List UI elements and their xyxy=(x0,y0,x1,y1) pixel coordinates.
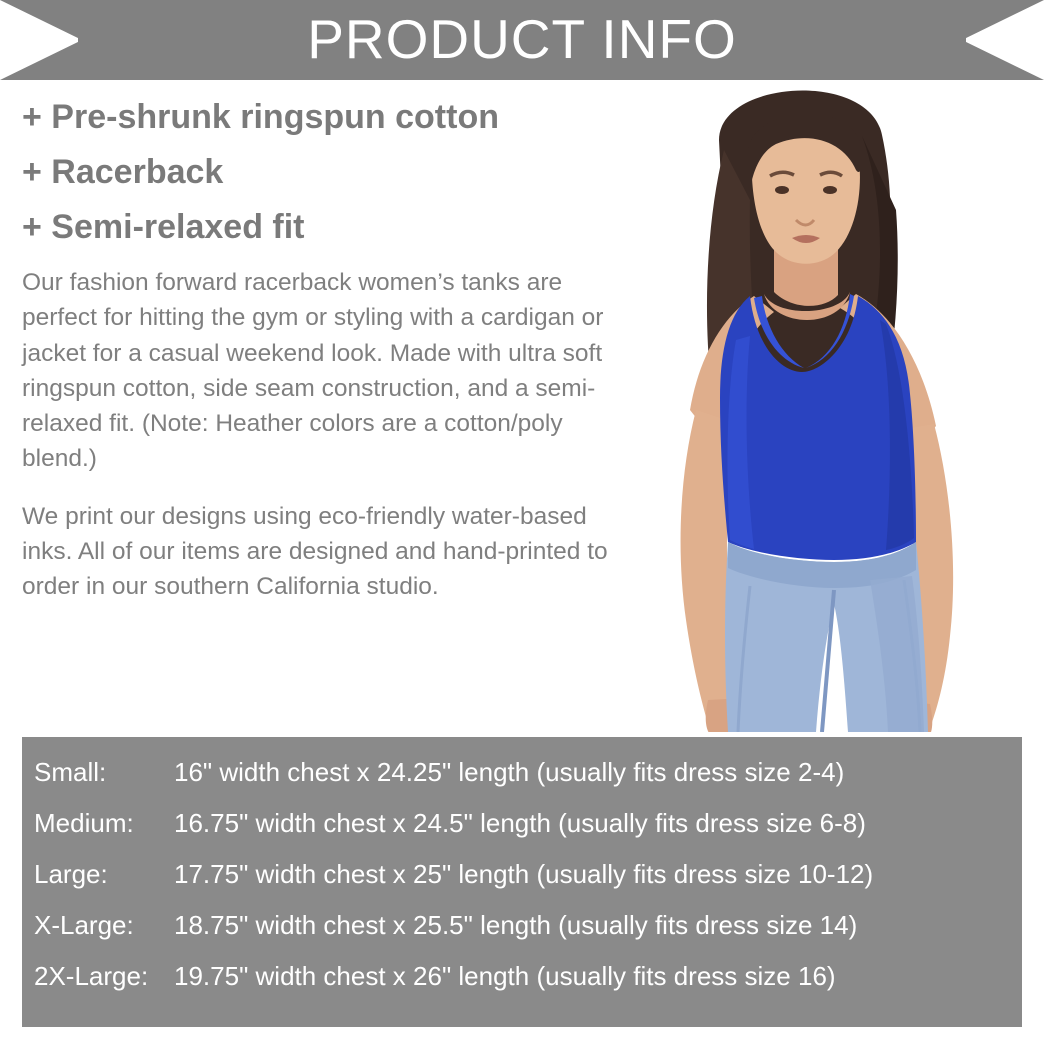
size-row xyxy=(22,859,1022,910)
description-paragraph-1: Our fashion forward racerback women’s tanks are perfect for hitting the gym or styling with a cardigan or jacket for a casual weekend look. Made with ultra soft ringspun cotton, side seam construction, and a semi-relaxed fit. (Note: Heather colors are a cotton/poly blend.) xyxy=(22,269,604,473)
size-row xyxy=(22,757,1022,808)
product-photo xyxy=(624,80,1044,732)
page-title: PRODUCT INFO xyxy=(307,8,737,70)
product-description-column xyxy=(22,92,642,626)
size-label: Large: xyxy=(34,859,108,889)
size-row xyxy=(22,910,1022,961)
size-detail: 19.75" width chest x 26" length (usually fits dress size 16) xyxy=(174,961,836,991)
size-detail: 17.75" width chest x 25" length (usually fits dress size 10-12) xyxy=(174,859,874,889)
size-chart xyxy=(22,737,1022,1027)
size-detail: 16.75" width chest x 24.5" length (usually fits dress size 6-8) xyxy=(174,808,866,838)
size-label: 2X-Large: xyxy=(34,961,149,991)
feature-item-1: + Pre-shrunk ringspun cotton xyxy=(22,98,499,136)
size-detail: 18.75" width chest x 25.5" length (usually fits dress size 14) xyxy=(174,910,858,940)
feature-item-2: + Racerback xyxy=(22,153,224,191)
feature-item-3: + Semi-relaxed fit xyxy=(22,208,305,246)
size-detail: 16" width chest x 24.25" length (usually fits dress size 2-4) xyxy=(174,757,845,787)
size-label: X-Large: xyxy=(34,910,134,940)
description-paragraph-2: We print our designs using eco-friendly water-based inks. All of our items are designed and hand-printed to order in our southern California studio. xyxy=(22,502,608,601)
size-row xyxy=(22,961,1022,1012)
model-illustration xyxy=(624,80,1044,732)
product-info-banner xyxy=(0,0,1044,80)
size-row xyxy=(22,808,1022,859)
size-label: Medium: xyxy=(34,808,134,838)
size-label: Small: xyxy=(34,757,107,787)
